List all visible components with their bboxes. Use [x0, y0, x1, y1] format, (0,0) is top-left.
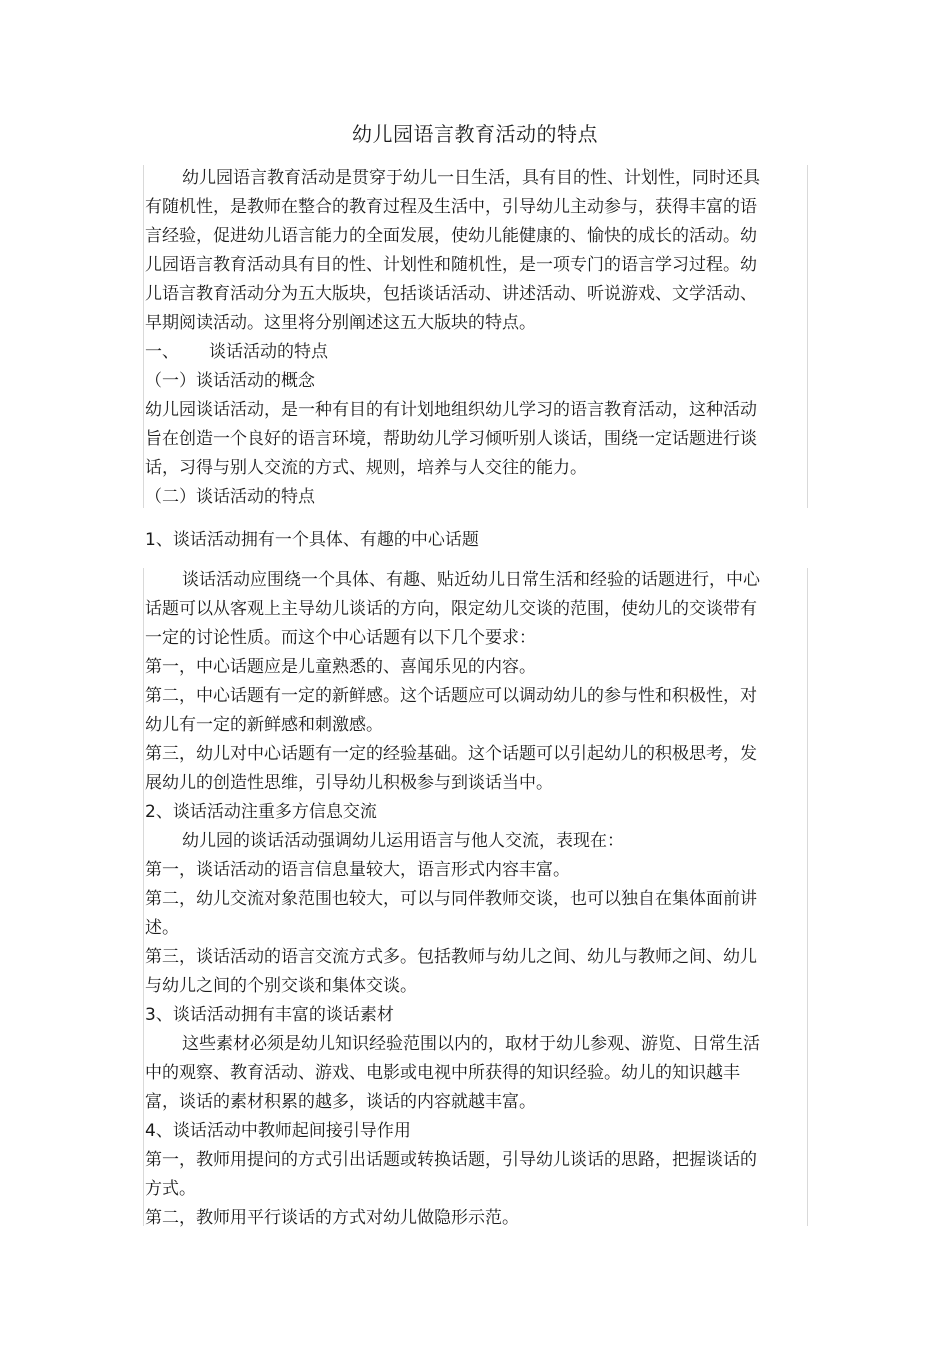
upper-text-block [145, 164, 765, 512]
point-1-body: 谈话活动应围绕一个具体、有趣、贴近幼儿日常生活和经验的话题进行，中心话题可以从客观上主导幼儿谈话的方向，限定幼儿交谈的范围，使幼儿的交谈带有一定的讨论性质。而这个中心话题有以下几个要求： [145, 570, 760, 648]
point-3-heading: 3、谈话活动拥有丰富的谈话素材 [145, 1005, 394, 1025]
section-heading [145, 338, 765, 367]
point-1-item: 第三，幼儿对中心话题有一定的经验基础。这个话题可以引起幼儿的积极思考，发展幼儿的创造性思维，引导幼儿积极参与到谈话当中。 [145, 744, 757, 793]
point-1-heading: 1、谈话活动拥有一个具体、有趣的中心话题 [145, 530, 479, 550]
intro-paragraph: 幼儿园语言教育活动是贯穿于幼儿一日生活，具有目的性、计划性，同时还具有随机性，是教师在整合的教育过程及生活中，引导幼儿主动参与，获得丰富的语言经验，促进幼儿语言能力的全面发展，使幼儿能健康的、愉快的成长的活动。幼儿园语言教育活动具有目的性、计划性和随机性，是一项专门的语言学习过程。幼儿语言教育活动分为五大版块，包括谈话活动、讲述活动、听说游戏、文学活动、早期阅读活动。这里将分别阐述这五大版块的特点。 [145, 168, 760, 333]
point-1-item: 第二，中心话题有一定的新鲜感。这个话题应可以调动幼儿的参与性和积极性，对幼儿有一定的新鲜感和刺激感。 [145, 686, 757, 735]
section-heading-text: 谈话活动的特点 [209, 342, 328, 362]
point-1-item: 第一，中心话题应是儿童熟悉的、喜闻乐见的内容。 [145, 657, 536, 677]
left-margin-rule [143, 165, 144, 508]
point-2-body: 幼儿园的谈话活动强调幼儿运用语言与他人交流，表现在： [182, 831, 624, 851]
subsection-heading-concept: （一）谈话活动的概念 [145, 371, 315, 391]
left-margin-rule-lower [143, 568, 144, 1226]
concept-paragraph: 幼儿园谈话活动，是一种有目的有计划地组织幼儿学习的语言教育活动，这种活动旨在创造一个良好的语言环境，帮助幼儿学习倾听别人谈话，围绕一定话题进行谈话，习得与别人交流的方式、规则，培养与人交往的能力。 [145, 400, 757, 478]
point-2-item: 第一，谈话活动的语言信息量较大，语言形式内容丰富。 [145, 860, 570, 880]
page-title: 幼儿园语言教育活动的特点 [352, 122, 598, 146]
point-2-heading: 2、谈话活动注重多方信息交流 [145, 802, 377, 822]
right-margin-rule [807, 165, 808, 508]
lower-text-block [145, 566, 765, 1233]
section-number: 一、 [145, 342, 179, 362]
point-4-heading: 4、谈话活动中教师起间接引导作用 [145, 1121, 411, 1141]
point-2-item: 第三，谈话活动的语言交流方式多。包括教师与幼儿之间、幼儿与教师之间、幼儿与幼儿之间的个别交谈和集体交谈。 [145, 947, 757, 996]
point-4-item: 第一，教师用提问的方式引出话题或转换话题，引导幼儿谈话的思路，把握谈话的方式。 [145, 1150, 757, 1199]
point-4-item: 第二，教师用平行谈话的方式对幼儿做隐形示范。 [145, 1208, 519, 1228]
right-margin-rule-lower [807, 568, 808, 1226]
point-3-body: 这些素材必须是幼儿知识经验范围以内的，取材于幼儿参观、游览、日常生活中的观察、教育活动、游戏、电影或电视中所获得的知识经验。幼儿的知识越丰富，谈话的素材积累的越多，谈话的内容就越丰富。 [145, 1034, 760, 1112]
subsection-heading-features: （二）谈话活动的特点 [145, 487, 315, 507]
point-2-item: 第二，幼儿交流对象范围也较大，可以与同伴教师交谈，也可以独自在集体面前讲述。 [145, 889, 757, 938]
